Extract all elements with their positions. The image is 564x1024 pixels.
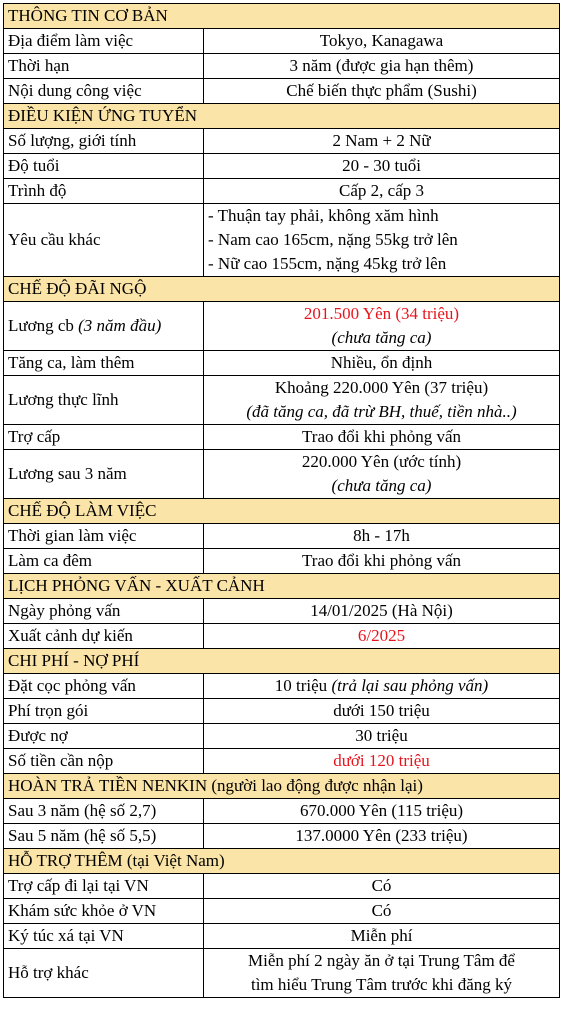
- row-label: [4, 724, 204, 749]
- value-line: [208, 252, 555, 276]
- row-label: [4, 749, 204, 774]
- section-header: [4, 277, 560, 302]
- row-label-text: Lương cb: [8, 316, 79, 335]
- value-line: [208, 949, 555, 973]
- value-text: tìm hiểu Trung Tâm trước khi đăng ký: [250, 975, 513, 994]
- value-line: [208, 29, 555, 53]
- value-text: Nhiều, ổn định: [330, 353, 433, 372]
- row-value: [204, 450, 560, 499]
- row-label: [4, 351, 204, 376]
- section-header: [4, 104, 560, 129]
- section-title: CHẾ ĐỘ LÀM VIỆC: [4, 499, 560, 524]
- value-line: [208, 824, 555, 848]
- row-value: [204, 749, 560, 774]
- value-line: [208, 973, 555, 997]
- table-row: [4, 799, 560, 824]
- value-line: [208, 129, 555, 153]
- row-value: [204, 549, 560, 574]
- value-text: Cấp 2, cấp 3: [339, 181, 424, 200]
- row-value: [204, 351, 560, 376]
- row-label-text: Nội dung công việc: [8, 81, 142, 100]
- value-line: [208, 674, 555, 698]
- value-text: Trao đổi khi phỏng vấn: [302, 427, 461, 446]
- value-text: 10 triệu: [274, 676, 332, 695]
- section-header: [4, 4, 560, 29]
- value-text: 137.0000 Yên (233 triệu): [295, 826, 468, 845]
- row-label: [4, 129, 204, 154]
- value-line: [208, 899, 555, 923]
- value-text: - Thuận tay phải, không xăm hình: [208, 206, 439, 225]
- section-header: [4, 649, 560, 674]
- row-value: [204, 724, 560, 749]
- row-value: [204, 154, 560, 179]
- value-text: Tokyo, Kanagawa: [319, 31, 444, 50]
- table-row: [4, 724, 560, 749]
- value-text: 14/01/2025 (Hà Nội): [310, 601, 453, 620]
- table-row: [4, 749, 560, 774]
- row-label: [4, 624, 204, 649]
- row-label-text: Lương sau 3 năm: [8, 464, 127, 483]
- highlight-value: dưới 120 triệu: [333, 751, 430, 770]
- section-title: HOÀN TRẢ TIỀN NENKIN (người lao động được nhận lại): [4, 774, 560, 799]
- value-text: 30 triệu: [355, 726, 408, 745]
- value-line: [208, 302, 555, 326]
- row-label: [4, 29, 204, 54]
- row-label-text: Làm ca đêm: [8, 551, 93, 570]
- value-line: [208, 599, 555, 623]
- value-text: Miễn phí: [350, 926, 413, 945]
- value-text: 670.000 Yên (115 triệu): [299, 801, 464, 820]
- row-label-text: Trình độ: [8, 181, 67, 200]
- value-note: (chưa tăng ca): [331, 476, 432, 495]
- table-row: [4, 204, 560, 277]
- row-value: [204, 425, 560, 450]
- section-title: CHẾ ĐỘ ĐÃI NGỘ: [4, 277, 560, 302]
- value-line: [208, 326, 555, 350]
- value-text: Có: [371, 876, 392, 895]
- table-row: [4, 924, 560, 949]
- row-value: [204, 179, 560, 204]
- value-line: [208, 79, 555, 103]
- row-label: [4, 699, 204, 724]
- row-label: [4, 154, 204, 179]
- table-row: [4, 899, 560, 924]
- table-row: [4, 376, 560, 425]
- row-label: [4, 874, 204, 899]
- value-text: 20 - 30 tuổi: [342, 156, 421, 175]
- table-row: [4, 450, 560, 499]
- row-value: [204, 949, 560, 998]
- table-row: [4, 302, 560, 351]
- job-info-table: [3, 3, 560, 998]
- row-value: [204, 624, 560, 649]
- row-label: [4, 79, 204, 104]
- section-header: [4, 774, 560, 799]
- row-value: [204, 599, 560, 624]
- row-label-text: Thời hạn: [8, 56, 70, 75]
- section-header: [4, 499, 560, 524]
- value-line: [208, 724, 555, 748]
- row-label: [4, 824, 204, 849]
- row-value: [204, 524, 560, 549]
- highlight-value: 6/2025: [357, 626, 406, 645]
- section-title: CHI PHÍ - NỢ PHÍ: [4, 649, 560, 674]
- row-label-text: Thời gian làm việc: [8, 526, 137, 545]
- value-line: [208, 524, 555, 548]
- value-line: [208, 425, 555, 449]
- row-label-text: Ký túc xá tại VN: [8, 926, 124, 945]
- row-label-text: Độ tuổi: [8, 156, 60, 175]
- value-line: [208, 179, 555, 203]
- value-text: 220.000 Yên (ước tính): [301, 452, 462, 471]
- table-row: [4, 824, 560, 849]
- value-line: [208, 749, 555, 773]
- row-label: [4, 924, 204, 949]
- row-label: [4, 302, 204, 351]
- row-value: [204, 824, 560, 849]
- section-header: [4, 849, 560, 874]
- value-text: - Nữ cao 155cm, nặng 45kg trở lên: [208, 254, 447, 273]
- section-title: HỖ TRỢ THÊM (tại Việt Nam): [4, 849, 560, 874]
- row-value: [204, 899, 560, 924]
- row-label-text: Được nợ: [8, 726, 68, 745]
- row-label-text: Lương thực lĩnh: [8, 390, 119, 409]
- row-label: [4, 450, 204, 499]
- row-label-text: Hỗ trợ khác: [8, 963, 89, 982]
- highlight-value: 201.500 Yên (34 triệu): [303, 304, 460, 323]
- table-row: [4, 699, 560, 724]
- row-value: [204, 302, 560, 351]
- value-line: [208, 450, 555, 474]
- value-text: Trao đổi khi phỏng vấn: [302, 551, 461, 570]
- table-row: [4, 154, 560, 179]
- row-value: [204, 204, 560, 277]
- table-row: [4, 351, 560, 376]
- row-label-text: Sau 5 năm (hệ số 5,5): [8, 826, 157, 845]
- value-note: (trả lại sau phỏng vấn): [331, 676, 489, 695]
- row-label-text: Phí trọn gói: [8, 701, 89, 720]
- table-row: [4, 29, 560, 54]
- job-info-body: [4, 4, 560, 998]
- section-title: ĐIỀU KIỆN ỨNG TUYỂN: [4, 104, 560, 129]
- value-line: [208, 549, 555, 573]
- value-line: [208, 799, 555, 823]
- value-note: (chưa tăng ca): [331, 328, 432, 347]
- value-line: [208, 874, 555, 898]
- row-value: [204, 129, 560, 154]
- value-text: 2 Nam + 2 Nữ: [332, 131, 431, 150]
- row-label: [4, 549, 204, 574]
- table-row: [4, 79, 560, 104]
- table-row: [4, 549, 560, 574]
- row-label-text: Địa điểm làm việc: [8, 31, 134, 50]
- value-line: [208, 351, 555, 375]
- value-line: [208, 924, 555, 948]
- value-note: (đã tăng ca, đã trừ BH, thuế, tiền nhà..): [246, 402, 517, 421]
- row-value: [204, 54, 560, 79]
- table-row: [4, 874, 560, 899]
- row-label: [4, 204, 204, 277]
- value-text: - Nam cao 165cm, nặng 55kg trở lên: [208, 230, 458, 249]
- row-label: [4, 674, 204, 699]
- row-label: [4, 524, 204, 549]
- row-label: [4, 949, 204, 998]
- row-label-text: Xuất cảnh dự kiến: [8, 626, 133, 645]
- table-row: [4, 599, 560, 624]
- value-text: Có: [371, 901, 392, 920]
- value-line: [208, 154, 555, 178]
- value-text: Miễn phí 2 ngày ăn ở tại Trung Tâm để: [248, 951, 515, 970]
- row-value: [204, 79, 560, 104]
- value-line: [208, 228, 555, 252]
- row-label-text: Đặt cọc phỏng vấn: [8, 676, 136, 695]
- row-label-text: Ngày phỏng vấn: [8, 601, 121, 620]
- section-header: [4, 574, 560, 599]
- row-label: [4, 425, 204, 450]
- row-value: [204, 29, 560, 54]
- row-label: [4, 54, 204, 79]
- row-label-text: Số lượng, giới tính: [8, 131, 137, 150]
- value-line: [208, 624, 555, 648]
- value-text: dưới 150 triệu: [333, 701, 430, 720]
- row-value: [204, 376, 560, 425]
- table-row: [4, 425, 560, 450]
- row-label-note: (3 năm đầu): [78, 316, 162, 335]
- value-text: 3 năm (được gia hạn thêm): [289, 56, 474, 75]
- row-value: [204, 874, 560, 899]
- table-row: [4, 129, 560, 154]
- value-line: [208, 400, 555, 424]
- row-label-text: Số tiền cần nộp: [8, 751, 114, 770]
- row-label: [4, 799, 204, 824]
- row-value: [204, 699, 560, 724]
- value-line: [208, 376, 555, 400]
- section-title: LỊCH PHỎNG VẤN - XUẤT CẢNH: [4, 574, 560, 599]
- value-line: [208, 474, 555, 498]
- row-label-text: Khám sức khỏe ở VN: [8, 901, 157, 920]
- row-label-text: Tăng ca, làm thêm: [8, 353, 135, 372]
- table-row: [4, 179, 560, 204]
- row-value: [204, 924, 560, 949]
- row-label-text: Trợ cấp đi lại tại VN: [8, 876, 149, 895]
- row-label: [4, 899, 204, 924]
- value-line: [208, 204, 555, 228]
- row-value: [204, 674, 560, 699]
- table-row: [4, 624, 560, 649]
- table-row: [4, 524, 560, 549]
- value-line: [208, 699, 555, 723]
- row-label-text: Trợ cấp: [8, 427, 61, 446]
- row-label-text: Sau 3 năm (hệ số 2,7): [8, 801, 157, 820]
- section-title: THÔNG TIN CƠ BẢN: [4, 4, 560, 29]
- value-text: 8h - 17h: [353, 526, 410, 545]
- row-label-text: Yêu cầu khác: [8, 230, 101, 249]
- table-row: [4, 54, 560, 79]
- table-row: [4, 674, 560, 699]
- row-label: [4, 599, 204, 624]
- value-text: Khoảng 220.000 Yên (37 triệu): [274, 378, 489, 397]
- row-label: [4, 179, 204, 204]
- row-value: [204, 799, 560, 824]
- value-line: [208, 54, 555, 78]
- value-text: Chế biến thực phẩm (Sushi): [286, 81, 477, 100]
- row-label: [4, 376, 204, 425]
- table-row: [4, 949, 560, 998]
